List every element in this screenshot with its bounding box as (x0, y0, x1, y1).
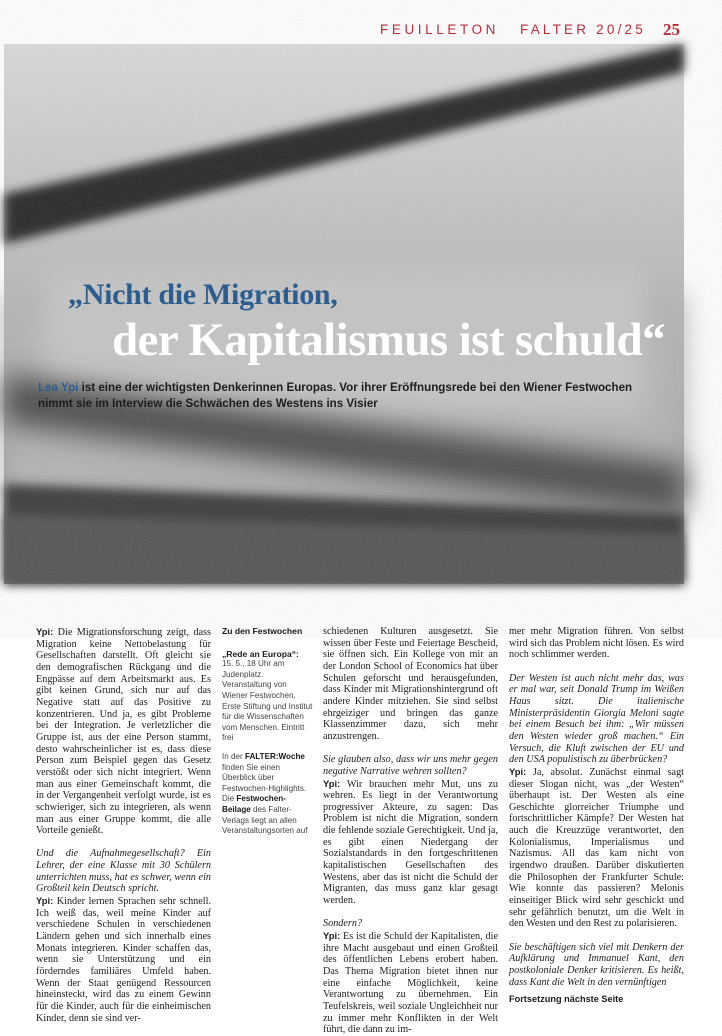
hero-photo (4, 44, 684, 584)
headline-block (4, 44, 684, 584)
falter-woche-label: FALTER:Woche (244, 751, 305, 761)
question-paragraph: Und die Aufnahmegesellschaft? Ein Lehrer, der eine Klasse mit 30 Schülern unterrichten muss, hat es schwer, wenn ein Großteil kein Deutsch spricht. (36, 848, 211, 895)
lead-name: Lea Ypi (38, 381, 79, 394)
question-paragraph: Der Westen ist auch nicht mehr das, was er mal war, seit Donald Trump im Weißen Haus sitzt. Die italienische Ministerpräsidentin Giorgia Meloni sagte bei einem Besuch bei ihm: „Wir müssen den Westen wieder groß machen.“ Ein Versuch, die Kluft zwischen der EU und den USA populistisch zu überbrücken? (509, 672, 684, 766)
answer-text: Die Migrationsforschung zeigt, dass Migration keine Nettobelastung für Gesellschaften darstellt. Oft gleicht sie den demografischen Rückgang und die Engpässe auf dem Arbeitsmarkt aus. Es gibt keinen Grund, sich nur auf das Negative statt auf das Positive zu konzentrieren. Und ja, es gibt Probleme bei der Integration. Je verletzlicher die Gruppe ist, aus der eine Person stammt, desto wahrscheinlicher ist es, dass diese Person zum Beispiel gegen das Gesetz verstößt oder sich nicht integriert. Wenn man aus einer Gemeinschaft kommt, die in der Vergangenheit verfolgt wurde, ist es schwieriger, sich zu integrieren, als wenn man aus einer Gruppe kommt, die alle Vorteile genießt. (36, 627, 211, 837)
note-text: finden Sie einen Überblick über Festwochen-Highlights. Die (222, 762, 307, 804)
section-label: FEUILLETON (380, 22, 500, 37)
sidebar-note (222, 752, 314, 837)
continued-link[interactable]: Fortsetzung nächste Seite (509, 994, 624, 1005)
question-paragraph: Sondern? (323, 918, 363, 930)
magazine-issue: FALTER 20/25 (520, 22, 646, 37)
answer-paragraph (36, 895, 211, 1024)
sidebar-spacer (222, 744, 314, 752)
answer-paragraph: mer mehr Migration führen. Von selbst wird sich das Problem nicht lösen. Es wird noch schlimmer werden. (509, 626, 684, 661)
sidebar-heading: Zu den Festwochen (222, 626, 303, 636)
text-column-3 (323, 626, 498, 1036)
event-details: 15. 5., 18 Uhr am Judenplatz. Veranstaltung von Wiener Festwochen, Erste Stiftung und Institut für die Wissenschaften vom Menschen. Eintritt frei (222, 659, 313, 743)
page-number: 25 (663, 20, 680, 39)
speaker-label: Ypi: (323, 777, 341, 789)
headline-line-1: „Nicht die Migration, (68, 278, 338, 311)
speaker-label: Ypi: (36, 895, 54, 907)
answer-text: Kinder lernen Sprachen sehr schnell. Ich weiß das, weil meine Kinder auf verschiedene Schulen in verschiedenen Ländern gehen und sich innerhalb eines Monats integrieren. Kinder schaffen das, wenn sie Unterstützung und ein förderndes familiäres Umfeld haben. Wenn der Staat genügend Ressourcen hineinsteckt, wird das zu einem Gewinn für die Kinder, auch für die einheimischen Kinder, denn sie sind ver- (36, 896, 211, 1024)
answer-text: Es ist die Schuld der Kapitalisten, die ihre Macht ausgebaut und einen Großteil des öffentlichen Lebens erobert haben. Das Thema Migration bietet ihnen nur eine einfache Möglichkeit, keine Verantwortung zu übernehmen. Ein Teufelskreis, weil soziale Ungleichheit nur zu immer mehr Konflikten in der Welt führt, die dann zu im- (323, 931, 498, 1036)
speaker-label: Ypi: (323, 930, 341, 942)
question-paragraph: Sie glauben also, dass wir uns mehr gegen negative Narrative wehren sollten? (323, 754, 498, 777)
answer-paragraph (509, 766, 684, 930)
lead-text: ist eine der wichtigsten Denkerinnen Europas. Vor ihrer Eröffnungsrede bei den Wiener Festwochen nimmt sie im Interview die Schwächen des Westens ins Visier (38, 381, 633, 410)
question-paragraph: Sie beschäftigen sich viel mit Denkern der Aufklärung und Immanuel Kant, den postkoloniale Denker kritisieren. Es heißt, dass Kant die Welt in den vernünftigen (509, 941, 684, 988)
headline-line-2: der Kapitalismus ist schuld“ (112, 314, 665, 366)
note-intro: In der (222, 751, 245, 761)
answer-text: Ja, absolut. Zunächst einmal sagt dieser Slogan nicht, was „der Westen“ überhaupt ist. Der Westen als eine Geschichte glorreicher Triumphe und fortschrittlicher Kämpfe? Der Westen hat auch die Kreuzzüge verantwortet, den Kolonialismus, Imperialismus und Nazismus. All das kam nicht von irgendwo draußen. Darüber diskutierten die Philosophen der Frankfurter Schule: Wie konnte das passieren? Melonis einseitiger Blick wird sehr geschickt und sehr gefährlich benutzt, um die Welt in den Westen und den Rest zu polarisieren. (509, 766, 684, 930)
answer-paragraph (323, 930, 498, 1036)
speaker-label: Ypi: (509, 765, 527, 777)
note-text-end: des Falter-Verlags liegt an allen Veranstaltungsorten auf (222, 804, 308, 836)
answer-text: Wir brauchen mehr Mut, uns zu wehren. Es liegt in der Verantwortung progressiver Akteure, zu sagen: Das Problem ist nicht die Migration, sondern die fehlende soziale Gerechtigkeit. Und ja, es gibt einen Niedergang der Sozialstandards in den fortgeschrittenen kapitalistischen Gesellschaften des Westens, aber das ist nicht die Schuld der Migranten, das muss ganz klar gesagt werden. (323, 778, 498, 907)
speaker-label: Ypi: (36, 626, 54, 637)
answer-paragraph (36, 626, 211, 837)
beilage-label: Festwochen-Beilage (222, 794, 286, 814)
event-title: „Rede an Europa“: (222, 648, 299, 659)
answer-paragraph: schiedenen Kulturen ausgesetzt. Sie wissen über Feste und Feiertage Bescheid, sie öffnen sich. Ein Kollege von mir an der London School of Economics hat über Schulen geforscht und herausgefunden, dass Kinder mit Migrationshintergrund oft andere Kinder mitziehen. Sie sind selbst ehrgeiziger und bringen das ganze Klassenzimmer dazu, sich mehr anzustrengen. (323, 626, 498, 742)
page-header (0, 22, 722, 44)
lead-paragraph (38, 380, 638, 412)
answer-paragraph (323, 778, 498, 907)
text-column-4 (509, 626, 684, 1006)
text-column-1 (36, 626, 211, 1024)
info-sidebar (222, 626, 314, 837)
